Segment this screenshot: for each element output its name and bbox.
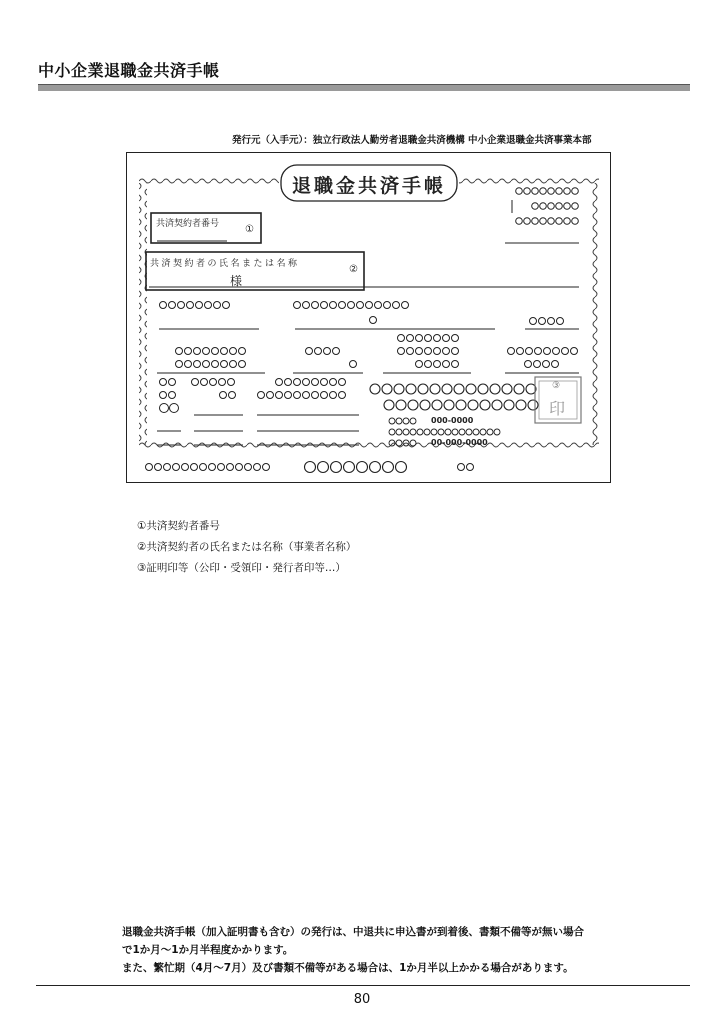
- field2-label: 共済契約者の氏名または名称: [150, 259, 300, 269]
- page-number: 80: [353, 992, 371, 1007]
- card-drawing: [127, 153, 612, 484]
- card-title: 退職金共済手帳: [291, 175, 446, 197]
- legend-item-1: ①共済契約者番号: [137, 520, 220, 532]
- sample-number-1: 000-0000: [431, 416, 474, 425]
- sample-number-2: 00-000-0000: [431, 438, 488, 447]
- stamp-marker: ③: [552, 381, 561, 391]
- handbook-card-illustration: [126, 152, 611, 483]
- note-line-3: また、繁忙期（4月〜7月）及び書類不備等がある場合は、1か月半以上かかる場合があります。: [122, 962, 574, 974]
- note-line-1: 退職金共済手帳（加入証明書も含む）の発行は、中退共に申込書が到着後、書類不備等が無い場合: [122, 926, 584, 938]
- note-line-2: で1か月〜1か月半程度かかります。: [122, 944, 294, 956]
- legend-item-2: ②共済契約者の氏名または名称（事業者名称）: [137, 541, 357, 553]
- stamp-char: 印: [549, 399, 566, 418]
- footer-divider: [36, 985, 690, 986]
- title-underline-bar: [38, 85, 690, 91]
- field2-marker: ②: [349, 264, 358, 275]
- field1-label: 共済契約者番号: [156, 219, 220, 229]
- issuer-line: 発行元（入手元）：独立行政法人勤労者退職金共済機構 中小企業退職金共済事業本部: [232, 135, 592, 146]
- page-title: 中小企業退職金共済手帳: [38, 61, 220, 80]
- legend-item-3: ③証明印等（公印・受領印・発行者印等…）: [137, 562, 346, 574]
- honorific: 様: [230, 274, 243, 288]
- field1-marker: ①: [245, 224, 254, 235]
